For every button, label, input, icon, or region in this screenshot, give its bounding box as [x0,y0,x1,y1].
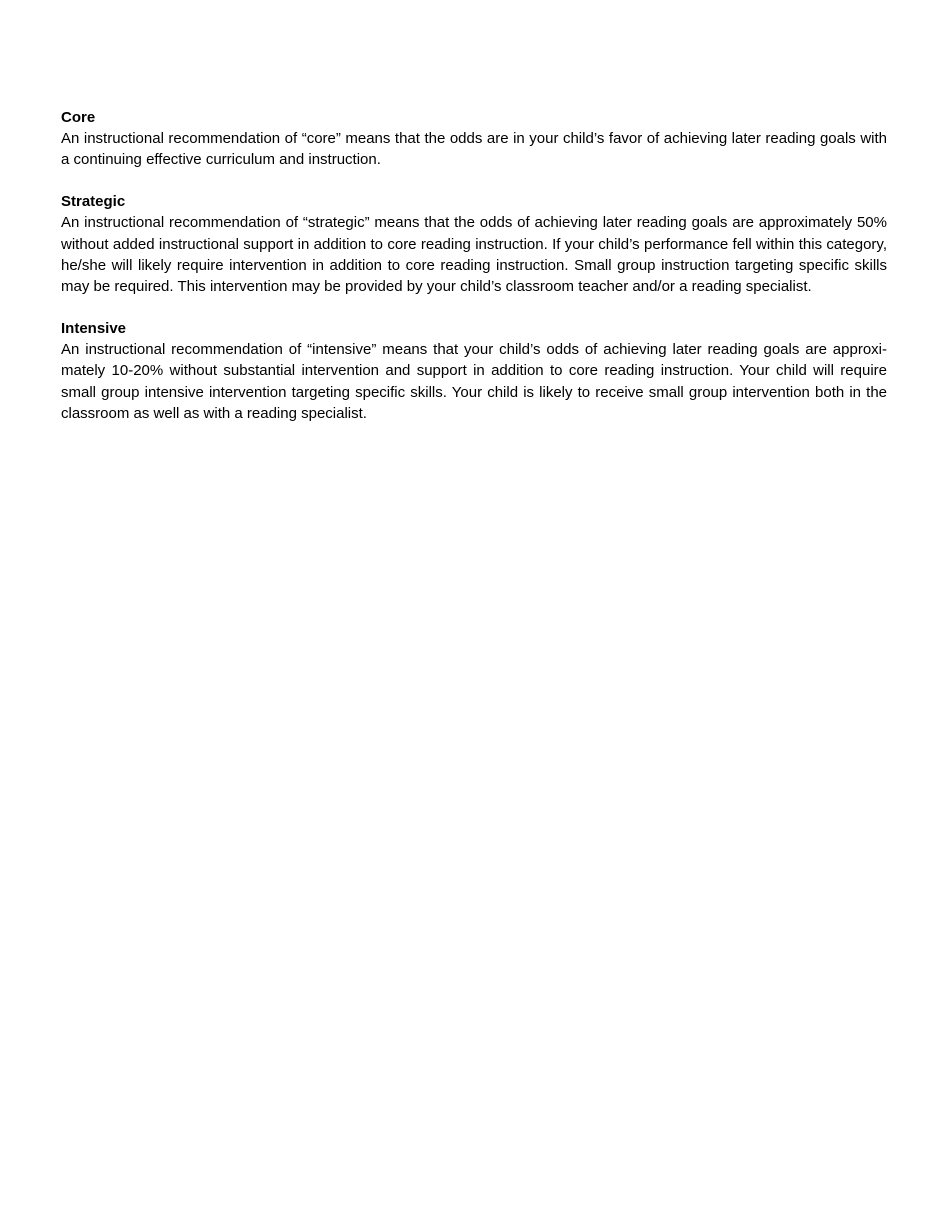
section-intensive [61,318,887,424]
document-page [61,107,887,445]
section-core [61,107,887,170]
section-text-core: An instructional recommendation of “core” means that the odds are in your child’s favor of achieving later reading goals with a continuing effective curriculum and instruction. [61,130,887,169]
section-heading-core: Core [61,109,96,126]
section-text-strategic: An instructional recommendation of “strategic” means that the odds of achieving later reading goals are approximately 50% without added instructional support in addition to core reading instruction. If your child’s performance fell within this category, he/she will likely require intervention in addition to core reading instruction. Small group instruction targeting specific skills may be required. This intervention may be provided by your child’s classroom teacher and/or a reading specialist. [61,214,887,296]
section-heading-strategic: Strategic [61,193,126,211]
section-text-intensive: An instructional recommendation of “intensive” means that your child’s odds of achieving later reading goals are approxi-mately 10-20% without substantial intervention and support in addition to core reading instruction. Your child will require small group intensive intervention targeting specific skills. Your child is likely to receive small group intervention both in the classroom as well as with a reading specialist. [61,341,887,422]
section-heading-intensive: Intensive [61,320,127,338]
section-strategic [61,191,887,297]
